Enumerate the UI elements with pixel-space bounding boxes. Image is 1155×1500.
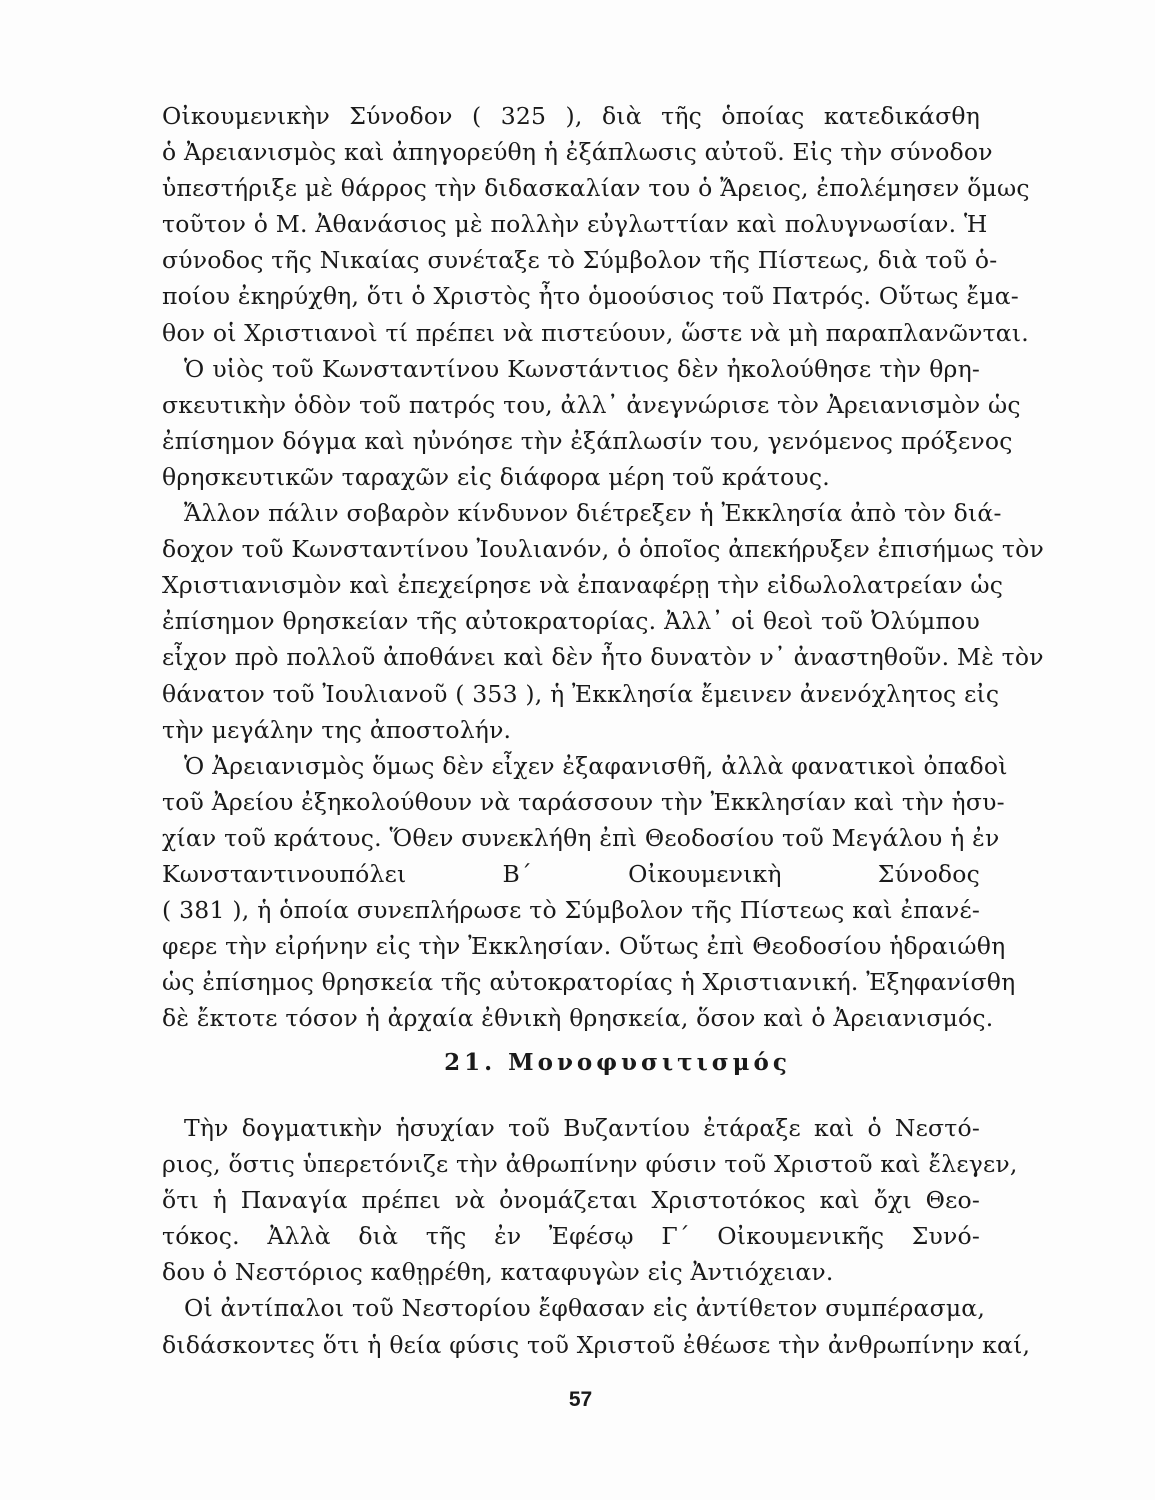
text-line: Οἱ ἀντίπαλοι τοῦ Νεστορίου ἔφθασαν εἰς ἀντίθετον συμπέρασμα, xyxy=(184,1294,986,1323)
text-line: χίαν τοῦ κράτους. Ὅθεν συνεκλήθη ἐπὶ Θεοδοσίου τοῦ Μεγάλου ἡ ἐν xyxy=(162,823,1000,852)
text-line: διδάσκοντες ὅτι ἡ θεία φύσις τοῦ Χριστοῦ ἐθέωσε τὴν ἀνθρωπίνην καί, xyxy=(162,1330,1031,1359)
text-line: φερε τὴν εἰρήνην εἰς τὴν Ἐκκλησίαν. Οὕτως ἐπὶ Θεοδοσίου ἡδραιώθη xyxy=(162,932,1006,961)
text-line: Τὴν δογματικὴν ἡσυχίαν τοῦ Βυζαντίου ἐτάραξε καὶ ὁ Νεστό- xyxy=(184,1114,980,1142)
text-line: ὑπεστήριξε μὲ θάρρος τὴν διδασκαλίαν του ὁ Ἄρειος, ἐπολέμησεν ὅμως xyxy=(162,174,1030,203)
text-line: σκευτικὴν ὁδὸν τοῦ πατρός του, ἀλλ᾽ ἀνεγνώρισε τὸν Ἀρειανισμὸν ὡς xyxy=(162,390,1021,419)
text-line: ( 381 ), ἡ ὁποία συνεπλήρωσε τὸ Σύμβολον τῆς Πίστεως καὶ ἐπανέ- xyxy=(162,896,980,925)
text-line: θον οἱ Χριστιανοὶ τί πρέπει νὰ πιστεύουν, ὥστε νὰ μὴ παραπλανῶνται. xyxy=(162,318,1029,347)
text-line: ἐπίσημον θρησκείαν τῆς αὐτοκρατορίας. Ἀλλ᾽ οἱ θεοὶ τοῦ Ὀλύμπου xyxy=(162,607,980,636)
text-line: ποίου ἐκηρύχθη, ὅτι ὁ Χριστὸς ἦτο ὁμοούσιος τοῦ Πατρός. Οὕτως ἔμα- xyxy=(162,282,1019,311)
text-line: δὲ ἔκτοτε τόσον ἡ ἀρχαία ἐθνικὴ θρησκεία, ὅσον καὶ ὁ Ἀρειανισμός. xyxy=(162,1004,994,1033)
body-text-lower xyxy=(162,1110,1031,1363)
section-heading: 21. Μονοφυσιτισμός xyxy=(444,1049,791,1076)
text-line: ὁ Ἀρειανισμὸς καὶ ἀπηγορεύθη ἡ ἐξάπλωσις αὐτοῦ. Εἰς τὴν σύνοδον xyxy=(162,138,993,167)
text-line: δοχον τοῦ Κωνσταντίνου Ἰουλιανόν, ὁ ὁποῖος ἀπεκήρυξεν ἐπισήμως τὸν xyxy=(162,535,1044,564)
text-line: δου ὁ Νεστόριος καθῃρέθη, καταφυγὼν εἰς Ἀντιόχειαν. xyxy=(162,1258,834,1287)
body-text-upper xyxy=(162,98,1044,1036)
text-line: ὅτι ἡ Παναγία πρέπει νὰ ὀνομάζεται Χριστοτόκος καὶ ὄχι Θεο- xyxy=(162,1186,980,1215)
text-line: σύνοδος τῆς Νικαίας συνέταξε τὸ Σύμβολον τῆς Πίστεως, διὰ τοῦ ὁ- xyxy=(162,246,998,275)
text-line: Ὁ υἱὸς τοῦ Κωνσταντίνου Κωνστάντιος δὲν ἠκολούθησε τὴν θρη- xyxy=(184,354,980,383)
text-line: εἶχον πρὸ πολλοῦ ἀποθάνει καὶ δὲν ἦτο δυνατὸν ν᾽ ἀναστηθοῦν. Μὲ τὸν xyxy=(162,643,1044,672)
text-line: θάνατον τοῦ Ἰουλιανοῦ ( 353 ), ἡ Ἐκκλησία ἔμεινεν ἀνενόχλητος εἰς xyxy=(162,679,1000,708)
text-line: τόκος. Ἀλλὰ διὰ τῆς ἐν Ἐφέσῳ Γ΄ Οἰκουμενικῆς Συνό- xyxy=(162,1222,980,1251)
text-line: Ὁ Ἀρειανισμὸς ὅμως δὲν εἶχεν ἐξαφανισθῆ, ἀλλὰ φανατικοὶ ὀπαδοὶ xyxy=(184,751,1008,780)
text-line: Κωνσταντινουπόλει Β΄ Οἰκουμενικὴ Σύνοδος xyxy=(162,859,980,888)
text-line: τοῦτον ὁ Μ. Ἀθανάσιος μὲ πολλὴν εὐγλωττίαν καὶ πολυγνωσίαν. Ἡ xyxy=(162,210,988,239)
text-line: Οἰκουμενικὴν Σύνοδον ( 325 ), διὰ τῆς ὁποίας κατεδικάσθη xyxy=(162,102,980,130)
text-line: ἐπίσημον δόγμα καὶ ηὐνόησε τὴν ἐξάπλωσίν του, γενόμενος πρόξενος xyxy=(162,426,1013,455)
text-line: Ἄλλον πάλιν σοβαρὸν κίνδυνον διέτρεξεν ἡ Ἐκκλησία ἀπὸ τὸν διά- xyxy=(184,499,1002,528)
text-line: τὴν μεγάλην της ἀποστολήν. xyxy=(162,715,512,744)
text-line: ριος, ὅστις ὑπερετόνιζε τὴν ἀθρωπίνην φύσιν τοῦ Χριστοῦ καὶ ἔλεγεν, xyxy=(162,1150,1018,1179)
text-line: τοῦ Ἀρείου ἐξηκολούθουν νὰ ταράσσουν τὴν Ἐκκλησίαν καὶ τὴν ἡσυ- xyxy=(162,787,1005,816)
text-line: θρησκευτικῶν ταραχῶν εἰς διάφορα μέρη τοῦ κράτους. xyxy=(162,462,830,491)
page-number: 57 xyxy=(568,1388,593,1411)
text-line: Χριστιανισμὸν καὶ ἐπεχείρησε νὰ ἐπαναφέρῃ τὴν εἰδωλολατρείαν ὡς xyxy=(162,571,1004,600)
text-line: ὡς ἐπίσημος θρησκεία τῆς αὐτοκρατορίας ἡ Χριστιανική. Ἐξηφανίσθη xyxy=(162,968,1016,997)
